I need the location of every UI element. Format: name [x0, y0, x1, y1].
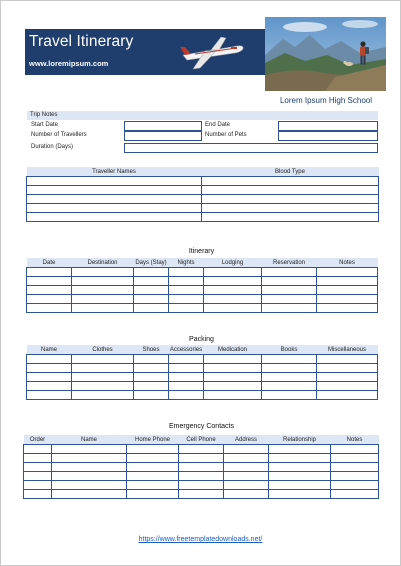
- table-cell[interactable]: [317, 382, 378, 391]
- end-date-label: End Date: [205, 122, 231, 128]
- footer-link[interactable]: https://www.freetemplatedownloads.net/: [138, 536, 263, 543]
- table-row: [24, 472, 379, 481]
- table-cell[interactable]: [179, 490, 224, 499]
- table-cell[interactable]: [52, 490, 127, 499]
- table-row: [27, 304, 378, 313]
- table-cell[interactable]: [134, 304, 169, 313]
- table-cell[interactable]: [134, 295, 169, 304]
- table-cell[interactable]: [262, 355, 317, 364]
- table-cell[interactable]: [72, 373, 134, 382]
- table-cell[interactable]: [269, 481, 331, 490]
- table-cell[interactable]: [317, 268, 378, 277]
- table-cell[interactable]: [204, 382, 262, 391]
- emergency-contacts-table: [23, 435, 379, 499]
- table-row: [27, 391, 378, 400]
- table-cell[interactable]: [27, 204, 202, 213]
- packing-title: Packing: [189, 336, 214, 343]
- column-header-days-stay: Days (Stay): [135, 259, 167, 266]
- table-cell[interactable]: [317, 355, 378, 364]
- column-header-destination: Destination: [72, 258, 134, 268]
- table-cell[interactable]: [72, 304, 134, 313]
- table-cell[interactable]: [134, 355, 169, 364]
- trip-notes-band: [27, 111, 378, 120]
- table-cell[interactable]: [134, 391, 169, 400]
- table-cell[interactable]: [27, 286, 72, 295]
- table-cell[interactable]: [204, 364, 262, 373]
- table-cell[interactable]: [269, 463, 331, 472]
- table-cell[interactable]: [169, 391, 204, 400]
- itinerary-table: [26, 258, 378, 313]
- table-cell[interactable]: [331, 472, 379, 481]
- table-cell[interactable]: [134, 268, 169, 277]
- table-cell[interactable]: [27, 304, 72, 313]
- table-cell[interactable]: [27, 268, 72, 277]
- document-title: Travel Itinerary: [29, 33, 134, 50]
- table-row: [27, 286, 378, 295]
- column-header-shoes: Shoes: [134, 345, 169, 355]
- table-cell[interactable]: [269, 472, 331, 481]
- table-cell[interactable]: [27, 186, 202, 195]
- table-cell[interactable]: [331, 481, 379, 490]
- column-header-traveller-names: Traveller Names: [27, 167, 202, 177]
- table-cell[interactable]: [179, 481, 224, 490]
- itinerary-title: Itinerary: [188, 248, 215, 255]
- table-cell[interactable]: [27, 213, 202, 222]
- duration-label: Duration (Days): [31, 144, 74, 150]
- table-cell[interactable]: [52, 463, 127, 472]
- table-cell[interactable]: [169, 364, 204, 373]
- table-row: [27, 382, 378, 391]
- table-cell[interactable]: [262, 391, 317, 400]
- table-cell[interactable]: [317, 295, 378, 304]
- table-cell[interactable]: [52, 445, 127, 454]
- table-cell[interactable]: [262, 304, 317, 313]
- table-cell[interactable]: [317, 286, 378, 295]
- table-cell[interactable]: [134, 364, 169, 373]
- table-cell[interactable]: [317, 364, 378, 373]
- column-header-name: Name: [27, 345, 72, 355]
- table-cell[interactable]: [127, 463, 179, 472]
- column-header-cell-phone: Cell Phone: [179, 435, 224, 445]
- table-cell[interactable]: [24, 463, 52, 472]
- trip-notes-label: Trip Notes: [30, 112, 58, 118]
- table-cell[interactable]: [24, 490, 52, 499]
- table-cell[interactable]: [204, 295, 262, 304]
- table-row: [27, 177, 379, 186]
- column-header-relationship: Relationship: [269, 435, 331, 445]
- end-date-field[interactable]: [278, 121, 378, 131]
- table-cell[interactable]: [204, 268, 262, 277]
- table-row: [24, 454, 379, 463]
- table-cell[interactable]: [127, 454, 179, 463]
- table-cell[interactable]: [134, 286, 169, 295]
- table-cell[interactable]: [72, 277, 134, 286]
- table-cell[interactable]: [317, 373, 378, 382]
- table-row: [27, 204, 379, 213]
- table-cell[interactable]: [24, 472, 52, 481]
- table-cell[interactable]: [134, 277, 169, 286]
- table-row: [27, 355, 378, 364]
- table-cell[interactable]: [269, 445, 331, 454]
- table-cell[interactable]: [27, 364, 72, 373]
- table-cell[interactable]: [169, 355, 204, 364]
- table-row: [27, 277, 378, 286]
- table-cell[interactable]: [169, 304, 204, 313]
- column-header-accessories: Accessories: [169, 346, 203, 353]
- column-header-reservation: Reservation: [262, 258, 317, 268]
- column-header-notes: Notes: [331, 435, 379, 445]
- table-cell[interactable]: [169, 277, 204, 286]
- website-text: www.loremipsum.com: [29, 59, 109, 68]
- table-cell[interactable]: [224, 490, 269, 499]
- table-cell[interactable]: [24, 445, 52, 454]
- table-row: [24, 445, 379, 454]
- table-row: [24, 490, 379, 499]
- table-cell[interactable]: [169, 286, 204, 295]
- table-cell[interactable]: [317, 304, 378, 313]
- table-cell[interactable]: [224, 472, 269, 481]
- table-cell[interactable]: [262, 373, 317, 382]
- table-cell[interactable]: [72, 364, 134, 373]
- table-cell[interactable]: [202, 204, 379, 213]
- table-cell[interactable]: [72, 286, 134, 295]
- table-cell[interactable]: [52, 472, 127, 481]
- emergency-contacts-title: Emergency Contacts: [169, 423, 234, 430]
- table-cell[interactable]: [72, 295, 134, 304]
- table-cell[interactable]: [269, 454, 331, 463]
- table-cell[interactable]: [204, 286, 262, 295]
- table-cell[interactable]: [204, 373, 262, 382]
- table-cell[interactable]: [331, 454, 379, 463]
- table-cell[interactable]: [169, 382, 204, 391]
- table-cell[interactable]: [134, 373, 169, 382]
- table-cell[interactable]: [24, 454, 52, 463]
- column-header-date: Date: [27, 258, 72, 268]
- column-header-books: Books: [262, 345, 317, 355]
- table-cell[interactable]: [317, 277, 378, 286]
- table-row: [27, 213, 379, 222]
- table-cell[interactable]: [224, 454, 269, 463]
- travellers-label: Number of Travellers: [31, 132, 87, 138]
- table-cell[interactable]: [262, 277, 317, 286]
- table-row: [24, 463, 379, 472]
- table-cell[interactable]: [262, 382, 317, 391]
- table-cell[interactable]: [27, 373, 72, 382]
- column-header-clothes: Clothes: [72, 345, 134, 355]
- table-cell[interactable]: [204, 277, 262, 286]
- table-cell[interactable]: [262, 295, 317, 304]
- table-cell[interactable]: [169, 373, 204, 382]
- table-cell[interactable]: [27, 382, 72, 391]
- table-cell[interactable]: [269, 490, 331, 499]
- column-header-nights: Nights: [169, 258, 204, 268]
- column-header-medication: Medication: [204, 345, 262, 355]
- column-header-order: Order: [24, 435, 52, 445]
- table-cell[interactable]: [72, 382, 134, 391]
- table-row: [27, 373, 378, 382]
- table-cell[interactable]: [224, 463, 269, 472]
- column-header-miscellaneous: Miscellaneous: [317, 345, 378, 355]
- table-cell[interactable]: [72, 268, 134, 277]
- table-cell[interactable]: [331, 463, 379, 472]
- table-cell[interactable]: [24, 481, 52, 490]
- table-cell[interactable]: [27, 355, 72, 364]
- table-cell[interactable]: [134, 382, 169, 391]
- table-cell[interactable]: [262, 286, 317, 295]
- table-cell[interactable]: [331, 490, 379, 499]
- pets-label: Number of Pets: [205, 132, 247, 138]
- hiker-landscape-photo: [265, 17, 386, 91]
- table-row: [27, 364, 378, 373]
- table-cell[interactable]: [202, 186, 379, 195]
- column-header-name: Name: [52, 435, 127, 445]
- table-cell[interactable]: [204, 391, 262, 400]
- travellers-field[interactable]: [124, 131, 202, 141]
- table-cell[interactable]: [179, 445, 224, 454]
- table-cell[interactable]: [27, 295, 72, 304]
- table-cell[interactable]: [169, 268, 204, 277]
- table-cell[interactable]: [202, 177, 379, 186]
- table-row: [27, 186, 379, 195]
- start-date-label: Start Date: [31, 122, 59, 128]
- table-cell[interactable]: [202, 213, 379, 222]
- table-cell[interactable]: [27, 391, 72, 400]
- column-header-blood-type: Blood Type: [202, 167, 379, 177]
- table-cell[interactable]: [224, 481, 269, 490]
- start-date-field[interactable]: [124, 121, 202, 131]
- table-cell[interactable]: [127, 490, 179, 499]
- table-row: [27, 195, 379, 204]
- table-cell[interactable]: [262, 268, 317, 277]
- table-cell[interactable]: [52, 454, 127, 463]
- school-name: Lorem Ipsum High School: [279, 96, 373, 105]
- duration-field[interactable]: [124, 143, 378, 153]
- table-cell[interactable]: [204, 304, 262, 313]
- travellers-table: [26, 167, 379, 222]
- column-header-home-phone: Home Phone: [127, 435, 179, 445]
- table-cell[interactable]: [27, 195, 202, 204]
- table-cell[interactable]: [179, 463, 224, 472]
- table-cell[interactable]: [179, 472, 224, 481]
- table-row: [27, 268, 378, 277]
- table-cell[interactable]: [317, 391, 378, 400]
- table-cell[interactable]: [72, 355, 134, 364]
- table-cell[interactable]: [179, 454, 224, 463]
- table-row: [24, 481, 379, 490]
- table-cell[interactable]: [27, 177, 202, 186]
- table-cell[interactable]: [204, 355, 262, 364]
- table-row: [27, 295, 378, 304]
- table-cell[interactable]: [331, 445, 379, 454]
- table-cell[interactable]: [127, 445, 179, 454]
- table-cell[interactable]: [52, 481, 127, 490]
- packing-table: [26, 345, 378, 400]
- table-cell[interactable]: [72, 391, 134, 400]
- column-header-address: Address: [224, 435, 269, 445]
- table-cell[interactable]: [27, 277, 72, 286]
- table-cell[interactable]: [224, 445, 269, 454]
- table-cell[interactable]: [202, 195, 379, 204]
- table-cell[interactable]: [262, 364, 317, 373]
- column-header-lodging: Lodging: [204, 258, 262, 268]
- table-cell[interactable]: [127, 472, 179, 481]
- table-cell[interactable]: [169, 295, 204, 304]
- column-header-notes: Notes: [317, 258, 378, 268]
- table-cell[interactable]: [127, 481, 179, 490]
- airplane-icon: [177, 33, 247, 73]
- pets-field[interactable]: [278, 131, 378, 141]
